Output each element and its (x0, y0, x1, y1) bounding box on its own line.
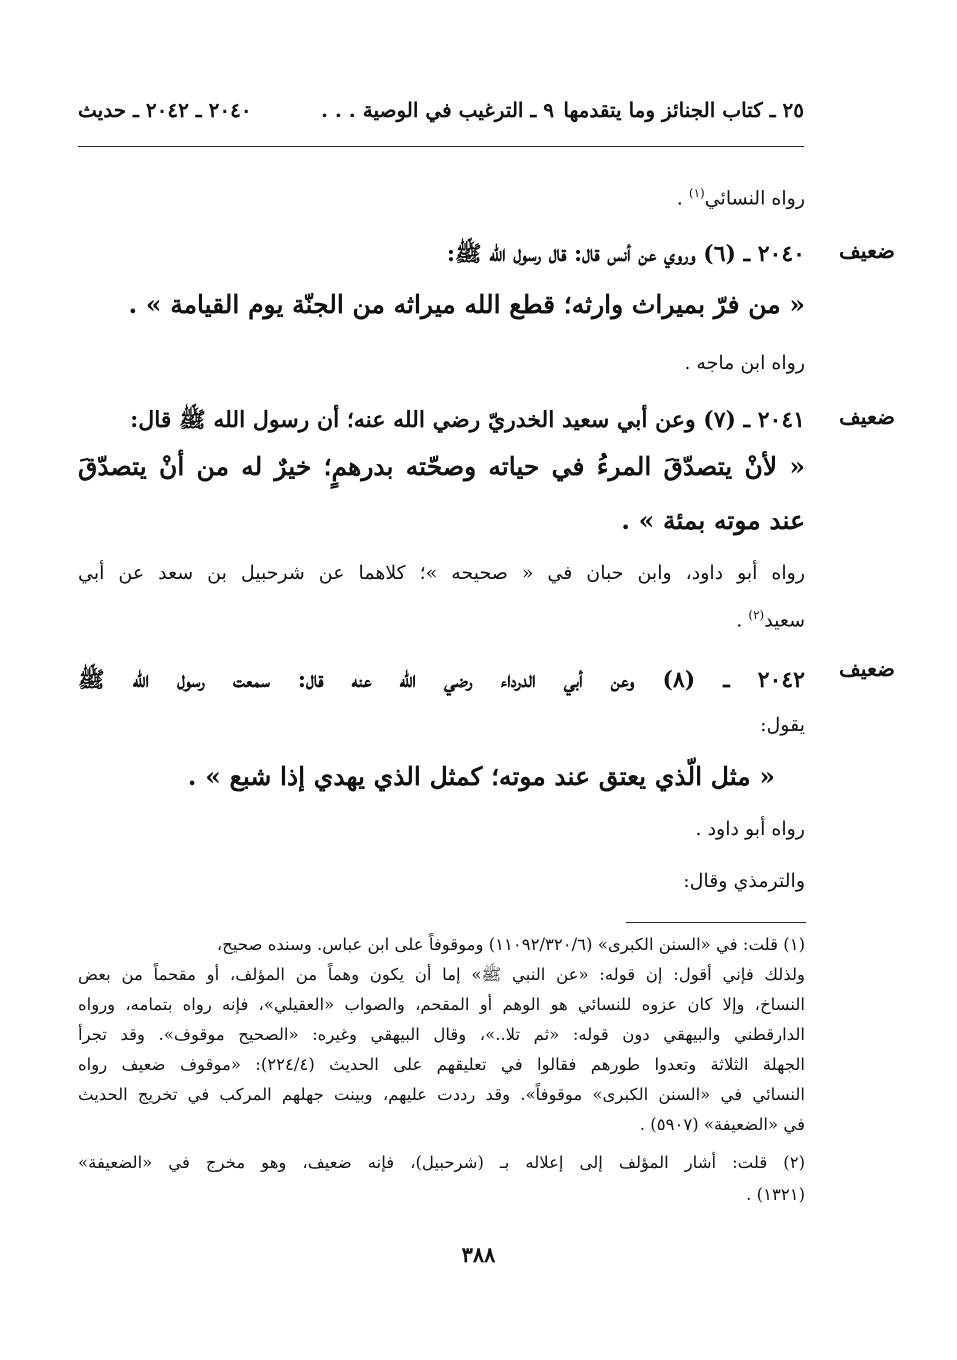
hadith-source-2040: رواه ابن ماجه . (684, 352, 805, 374)
footnote-rule (626, 922, 806, 923)
footnote-1-line-4: الدارقطني والبيهقي دون قوله: «ثم تلا..»، وقال البيهقي وغيره: «الصحيح موقوف». وقد تجرأ (78, 1025, 805, 1044)
footnote-mark-2[interactable]: (٢) (748, 608, 765, 622)
hadith-source-2041-line-1: رواه أبو داود، وابن حبان في « صحيحه »؛ كلاهما عن شرحبيل بن سعد عن أبي (78, 562, 805, 584)
footnote-1-line-7: في «الضعيفة» (٥٩٠٧) . (639, 1115, 805, 1134)
running-head-book: ٢٥ ـ كتاب الجنائز وما يتقدمها (563, 98, 804, 122)
header-rule (78, 146, 804, 147)
grade-label-2041: ضعيف (838, 404, 895, 429)
footnote-1-line-1: (١) قلت: في «السنن الكبرى» (١١٠٩٢/٣٢٠/٦) وموقوفاً على ابن عباس. وسنده صحيح، (216, 935, 805, 954)
hadith-source-2041-text: سعيد (764, 609, 805, 632)
running-head-chapter: ٩ ـ الترغيب في الوصية . . . (320, 98, 554, 122)
hadith-source-2041-line-2 (736, 608, 805, 631)
hadith-heading-2041: ٢٠٤١ ـ (٧) وعن أبي سعيد الخدريّ رضي الله عنه؛ أن رسول الله ﷺ قال: (130, 407, 805, 433)
intro-source-end: . (676, 187, 689, 210)
footnote-1-line-5: الجهلة الثلاثة وتعدوا طورهم فقالوا في تعليقهم على الحديث (٢٢٤/٤): «موقوف ضعيف رواه (78, 1055, 805, 1074)
footnote-1-line-3: النساخ، وإلا كان عزوه للنسائي هو الوهم أو المقحم، والصواب «العقيلي»، فإنه رواه بتمامه، ورواه (78, 995, 805, 1014)
intro-source-line (677, 186, 805, 209)
grade-label-2040: ضعيف (838, 238, 895, 263)
footnote-mark-1[interactable]: (١) (688, 186, 705, 200)
page-number: ٣٨٨ (461, 1242, 496, 1267)
running-head (78, 98, 804, 132)
hadith-matn-2042: « مثل الّذي يعتق عند موته؛ كمثل الذي يهدي إذا شبع » . (187, 762, 775, 791)
hadith-heading-2042-cont: يقول: (760, 714, 805, 736)
hadith-source-2041-end: . (736, 609, 749, 632)
footnote-2-line-1: (٢) قلت: أشار المؤلف إلى إعلاله بـ (شرحبيل)، فإنه ضعيف، وهو مخرج في «الضعيفة» (78, 1153, 805, 1172)
hadith-heading-2040: ٢٠٤٠ ـ (٦) وروي عن أنس قال: قال رسول الله ﷺ: (446, 241, 805, 267)
hadith-source-2042-line-2: والترمذي وقال: (683, 870, 805, 892)
footnote-1-line-2: ولذلك فإني أقول: إن قوله: «عن النبي ﷺ» إما أن يكون وهماً من المؤلف، أو مقحماً من بعض (78, 965, 805, 984)
hadith-matn-2041-line-1: « لأنْ يتصدّقَ المرءُ في حياته وصحّته بدرهمٍ؛ خيرٌ له من أنْ يتصدّقَ (78, 452, 805, 481)
hadith-matn-2041-line-2: عند موته بمئة » . (621, 506, 805, 535)
footnote-1-line-6: النسائي في «السنن الكبرى» موقوفاً». وقد رددت عليهم، وبينت جهلهم المركب في تخريج الحديث (78, 1085, 805, 1104)
hadith-source-2042-line-1: رواه أبو داود . (695, 818, 805, 840)
hadith-matn-2040: « من فرّ بميراث وارثه؛ قطع الله ميراثه من الجنّة يوم القيامة » . (128, 290, 805, 319)
grade-label-2042: ضعيف (838, 656, 895, 681)
hadith-heading-2042: ٢٠٤٢ ـ (٨) وعن أبي الدرداء رضي الله عنه قال: سمعت رسول الله ﷺ (78, 667, 805, 693)
footnote-2-line-2: (١٣٢١) . (746, 1185, 805, 1204)
running-head-range: ٢٠٤٠ ـ ٢٠٤٢ ـ حديث (78, 98, 252, 122)
intro-source-text: رواه النسائي (704, 187, 805, 210)
